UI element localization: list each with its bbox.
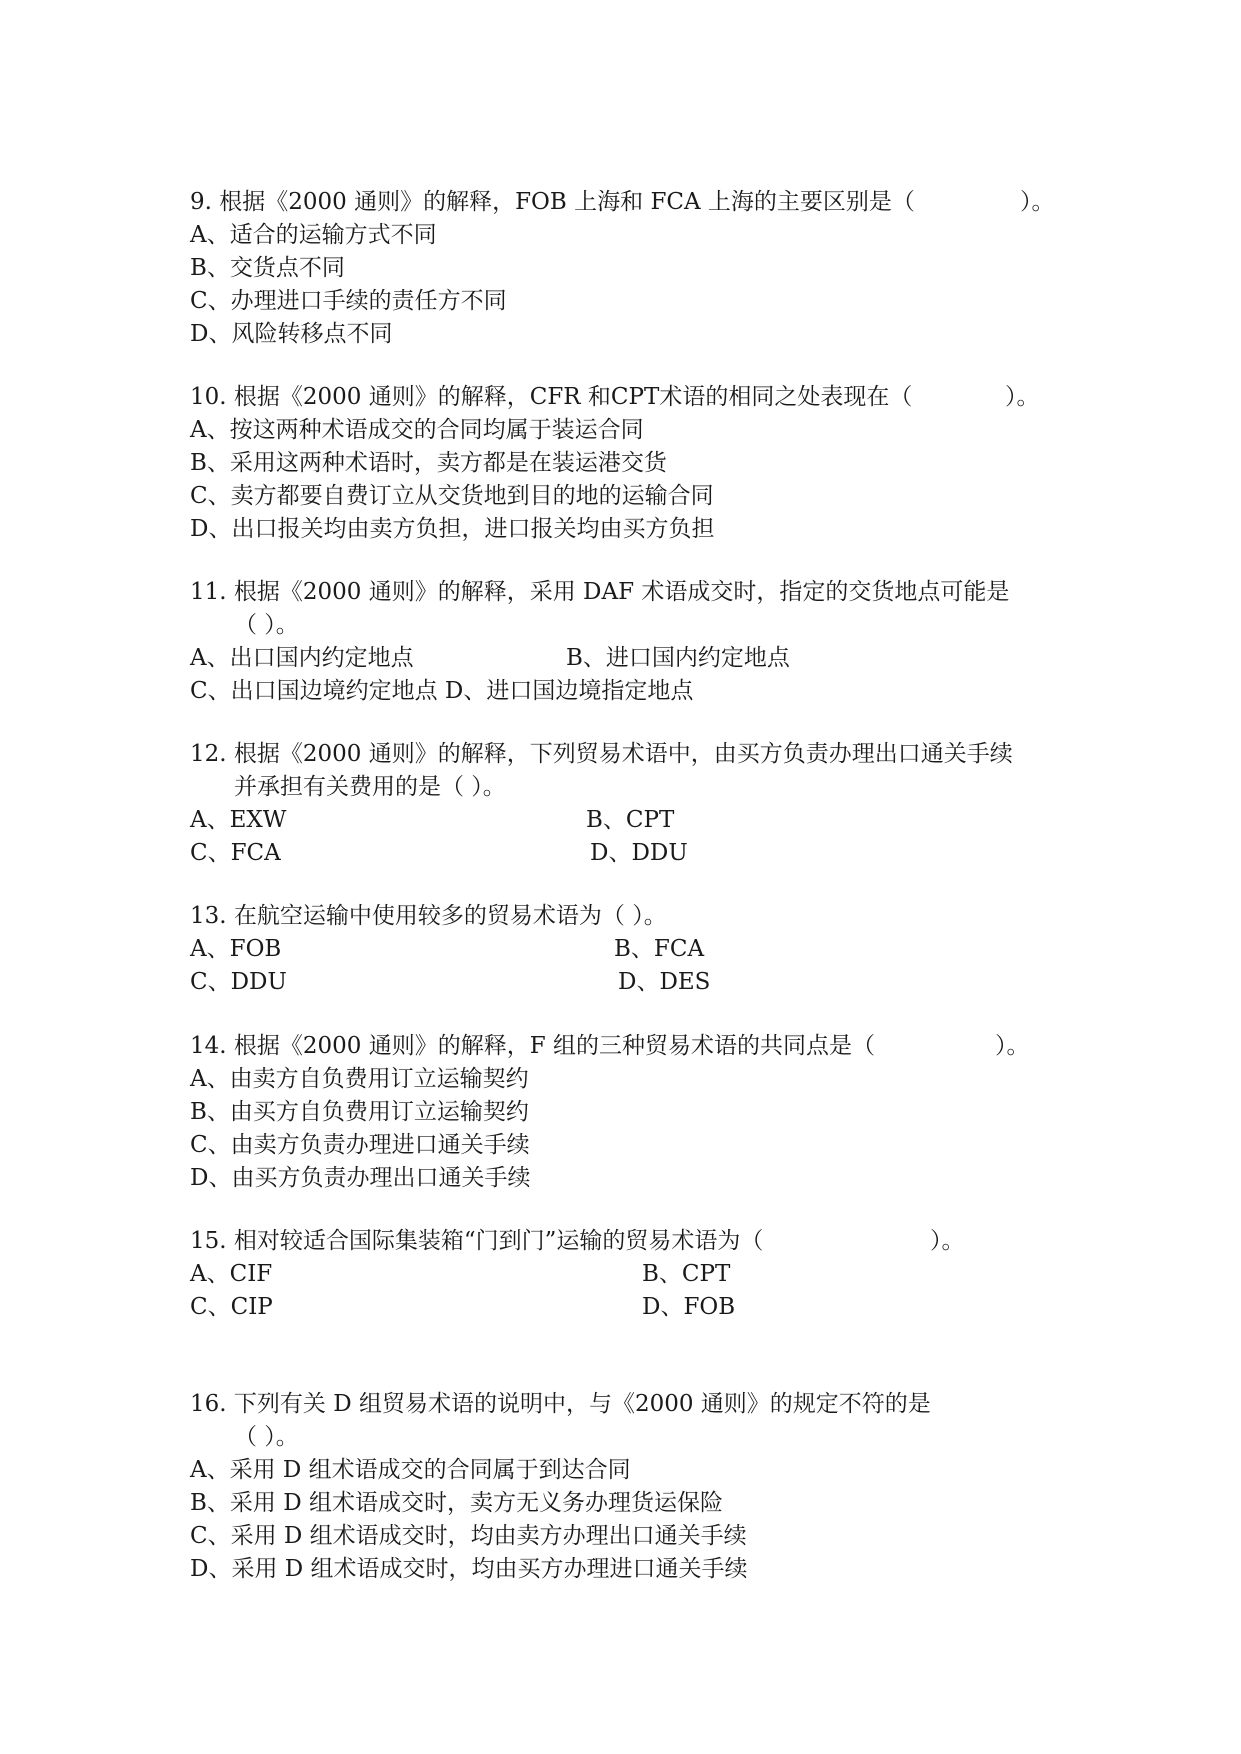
answer-blank-close: ）。 [995,1033,1030,1059]
option-d: D、DDU [590,840,688,866]
question-stem: 13. 在航空运输中使用较多的贸易术语为（ ）。 [190,903,667,929]
question-stem-continued: （ ）。 [234,612,299,638]
option-c: C、由卖方负责办理进口通关手续 [190,1132,530,1158]
question-16 [190,1388,1060,1586]
answer-blank-close: ）。 [930,1228,965,1254]
option-row-ab [190,933,1060,966]
option-row-cd [190,1291,1060,1324]
question-11 [190,576,1060,708]
option-b: B、进口国内约定地点 [566,645,790,671]
option-a: A、FOB [190,936,282,962]
option-c: C、办理进口手续的责任方不同 [190,288,507,314]
option-d: D、出口报关均由卖方负担，进口报关均由买方负担 [190,516,715,542]
option-d: D、由买方负责办理出口通关手续 [190,1165,531,1191]
option-row-cd [190,837,1060,870]
option-a: A、EXW [190,807,287,833]
question-stem: 15. 相对较适合国际集装箱“门到门”运输的贸易术语为（ ）。 [190,1225,1060,1258]
option-a: A、出口国内约定地点 [190,645,414,671]
option-row-ab [190,642,1060,675]
option-row-ab [190,804,1060,837]
question-stem-continued: （ ）。 [234,1424,299,1450]
answer-blank-close: ）。 [1005,384,1040,410]
option-row-cd [190,966,1060,999]
question-stem: 14. 根据《2000 通则》的解释，F 组的三种贸易术语的共同点是（ ）。 [190,1030,1060,1063]
option-c: C、CIP [190,1294,273,1320]
option-b: B、交货点不同 [190,255,345,281]
question-12 [190,738,1060,870]
option-a: A、由卖方自负费用订立运输契约 [190,1066,529,1092]
option-b: B、采用 D 组术语成交时，卖方无义务办理货运保险 [190,1490,723,1516]
option-d: D、风险转移点不同 [190,321,393,347]
question-stem-continued: 并承担有关费用的是（ ）。 [234,774,506,800]
option-b: B、CPT [586,807,675,833]
option-c: C、卖方都要自费订立从交货地到目的地的运输合同 [190,483,714,509]
question-9 [190,186,1060,351]
question-stem: 11. 根据《2000 通则》的解释，采用 DAF 术语成交时，指定的交货地点可能是 [190,579,1010,605]
question-15 [190,1225,1060,1324]
option-a: A、采用 D 组术语成交的合同属于到达合同 [190,1457,631,1483]
question-13 [190,900,1060,999]
option-c: C、采用 D 组术语成交时，均由卖方办理出口通关手续 [190,1523,747,1549]
option-c: C、DDU [190,969,287,995]
question-stem: 10. 根据《2000 通则》的解释，CFR 和CPT术语的相同之处表现在（ ）。 [190,381,1060,414]
question-10 [190,381,1060,546]
answer-blank-close: ）。 [1020,189,1055,215]
option-b: B、CPT [642,1261,731,1287]
option-d: D、DES [618,969,711,995]
question-stem: 16. 下列有关 D 组贸易术语的说明中，与《2000 通则》的规定不符的是 [190,1391,931,1417]
option-b: B、FCA [614,936,705,962]
question-stem: 12. 根据《2000 通则》的解释，下列贸易术语中，由买方负责办理出口通关手续 [190,741,1013,767]
option-b: B、由买方自负费用订立运输契约 [190,1099,529,1125]
option-a: A、适合的运输方式不同 [190,222,437,248]
option-row-ab [190,1258,1060,1291]
option-row-cd: C、出口国边境约定地点 D、进口国边境指定地点 [190,678,694,704]
option-d: D、采用 D 组术语成交时，均由买方办理进口通关手续 [190,1556,748,1582]
option-a: A、CIF [190,1261,273,1287]
option-d: D、FOB [642,1294,736,1320]
option-a: A、按这两种术语成交的合同均属于装运合同 [190,417,644,443]
option-b: B、采用这两种术语时，卖方都是在装运港交货 [190,450,667,476]
question-14 [190,1030,1060,1195]
option-c: C、FCA [190,840,281,866]
question-stem: 9. 根据《2000 通则》的解释，FOB 上海和 FCA 上海的主要区别是（ ）。 [190,186,1060,219]
